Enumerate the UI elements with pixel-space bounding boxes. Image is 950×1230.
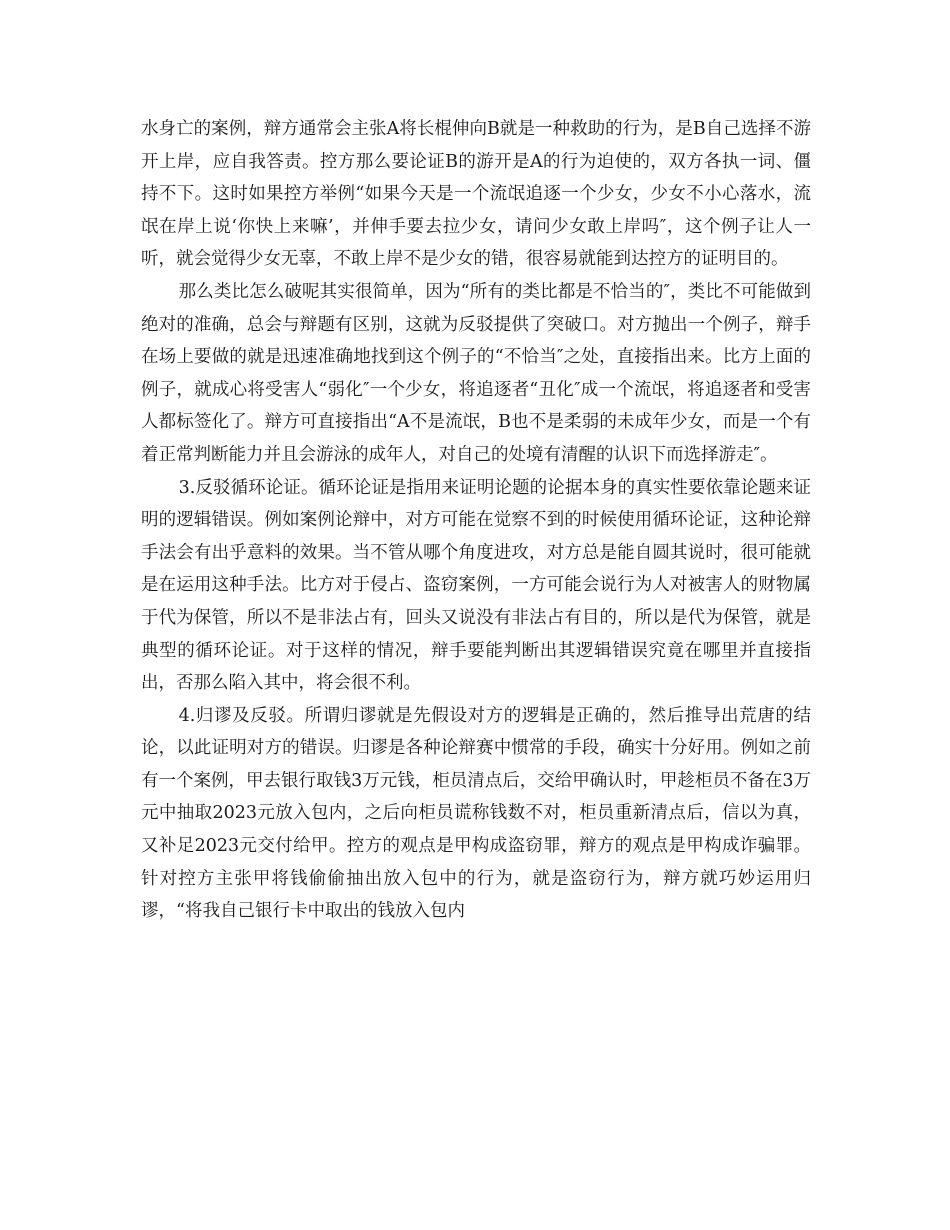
paragraph-2: 那么类比怎么破呢其实很简单，因为“所有的类比都是不恰当的″，类比不可能做到绝对的准确，总会与辩题有区别，这就为反驳提供了突破口。对方抛出一个例子，辩手在场上要做的就是迅速准确地找到这个例子的“不恰当″之处，直接指出来。比方上面的例子，就成心将受害人“弱化″一个少女，将追逐者“丑化″成一个流氓，将追逐者和受害人都标签化了。辩方可直接指出“A不是流氓，B也不是柔弱的未成年少女，而是一个有着正常判断能力并且会游泳的成年人，对自己的处境有清醒的认识下而选择游走″。 [141, 281, 811, 465]
paragraph-1: 水身亡的案例，辩方通常会主张A将长棍伸向B就是一种救助的行为，是B自己选择不游开上岸，应自我答责。控方那么要论证B的游开是A的行为迫使的，双方各执一词、僵持不下。这时如果控方举例“如果今天是一个流氓追逐一个少女，少女不小心落水，流氓在岸上说‘你快上来嘛’，并伸手要去拉少女，请问少女敢上岸吗″，这个例子让人一听，就会觉得少女无辜，不敢上岸不是少女的错，很容易就能到达控方的证明目的。 [141, 119, 811, 270]
document-body [141, 113, 811, 928]
paragraph-3: 3.反驳循环论证。循环论证是指用来证明论题的论据本身的真实性要依靠论题来证明的逻辑错误。例如案例论辩中，对方可能在觉察不到的时候使用循环论证，这种论辩手法会有出乎意料的效果。当不管从哪个角度进攻，对方总是能自圆其说时，很可能就是在运用这种手法。比方对于侵占、盗窃案例，一方可能会说行为人对被害人的财物属于代为保管，所以不是非法占有，回头又说没有非法占有目的，所以是代为保管，就是典型的循环论证。对于这样的情况，辩手要能判断出其逻辑错误究竟在哪里并直接指出，否那么陷入其中，将会很不利。 [141, 477, 811, 694]
paragraph-4: 4.归谬及反驳。所谓归谬就是先假设对方的逻辑是正确的，然后推导出荒唐的结论，以此证明对方的错误。归谬是各种论辩赛中惯常的手段，确实十分好用。例如之前有一个案例，甲去银行取钱3万元钱，柜员清点后，交给甲确认时，甲趁柜员不备在3万元中抽取2023元放入包内，之后向柜员谎称钱数不对，柜员重新清点后，信以为真，又补足2023元交付给甲。控方的观点是甲构成盗窃罪，辩方的观点是甲构成诈骗罪。针对控方主张甲将钱偷偷抽出放入包中的行为，就是盗窃行为，辩方就巧妙运用归谬，“将我自己银行卡中取出的钱放入包内 [141, 705, 811, 922]
